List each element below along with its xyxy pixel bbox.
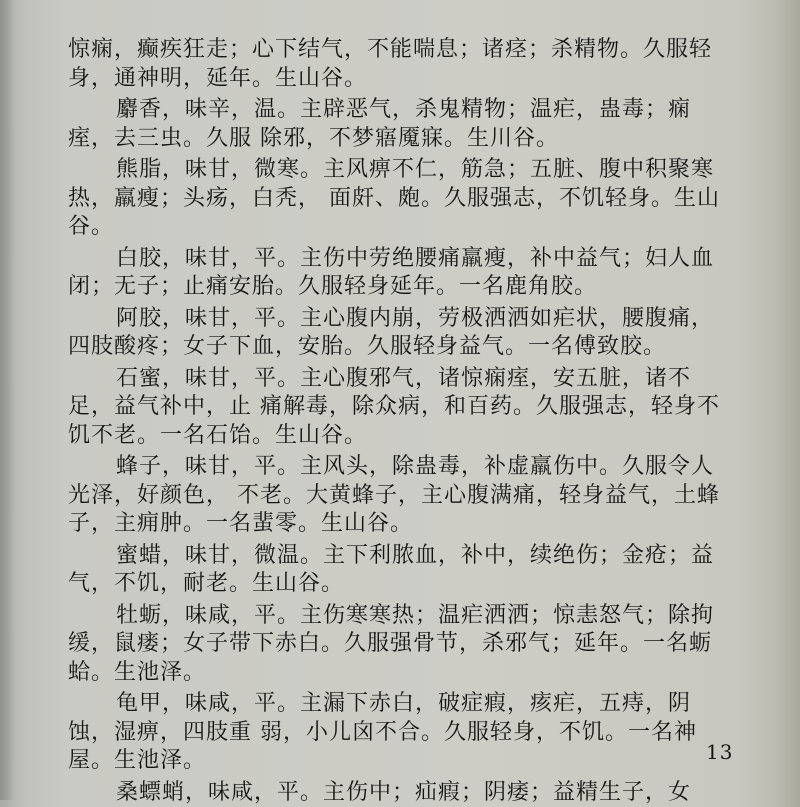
paragraph-4: 白胶，味甘，平。主伤中劳绝腰痛羸瘦，补中益气；妇人血闭；无子；止痛安胎。久服轻身延年。一名鹿角胶。 <box>68 245 728 302</box>
page-gutter-shadow <box>0 0 14 800</box>
paragraph-11: 桑螵蛸，味咸，平。主伤中；疝瘕；阴痿；益精生子，女 <box>68 779 728 807</box>
body-text <box>68 36 728 807</box>
paragraph-6: 石蜜，味甘，平。主心腹邪气，诸惊痫痓，安五脏，诸不足，益气补中，止 痛解毒，除众病，和百药。久服强志，轻身不饥不老。一名石饴。生山谷。 <box>68 365 728 451</box>
paragraph-3: 熊脂，味甘，微寒。主风痹不仁，筋急；五脏、腹中积聚寒热，羸瘦；头疡，白秃， 面皯、皰。久服强志，不饥轻身。生山谷。 <box>68 156 728 242</box>
paragraph-7: 蜂子，味甘，平。主风头，除蛊毒，补虚羸伤中。久服令人光泽，好颜色， 不老。大黄蜂子，主心腹满痛，轻身益气，土蜂子，主痈肿。一名蜚零。生山谷。 <box>68 453 728 539</box>
paragraph-10: 龟甲，味咸，平。主漏下赤白，破症瘕，痎疟，五痔，阴蚀，湿痹，四肢重 弱，小儿囟不合。久服轻身，不饥。一名神屋。生池泽。 <box>68 690 728 776</box>
paragraph-9: 牡蛎，味咸，平。主伤寒寒热；温疟洒洒；惊恚怒气；除拘缓，鼠瘘；女子带下赤白。久服强骨节，杀邪气；延年。一名蛎蛤。生池泽。 <box>68 602 728 688</box>
paragraph-2: 麝香，味辛，温。主辟恶气，杀鬼精物；温疟，蛊毒；痫痓，去三虫。久服 除邪，不梦寤魇寐。生川谷。 <box>68 96 728 153</box>
paragraph-5: 阿胶，味甘，平。主心腹内崩，劳极洒洒如疟状，腰腹痛，四肢酸疼；女子下血，安胎。久服轻身益气。一名傅致胶。 <box>68 305 728 362</box>
paragraph-1: 惊痫，癫疾狂走；心下结气，不能喘息；诸痉；杀精物。久服轻身，通神明，延年。生山谷。 <box>68 36 728 93</box>
paragraph-8: 蜜蜡，味甘，微温。主下利脓血，补中，续绝伤；金疮；益气，不饥，耐老。生山谷。 <box>68 542 728 599</box>
page-number: 13 <box>706 740 733 764</box>
